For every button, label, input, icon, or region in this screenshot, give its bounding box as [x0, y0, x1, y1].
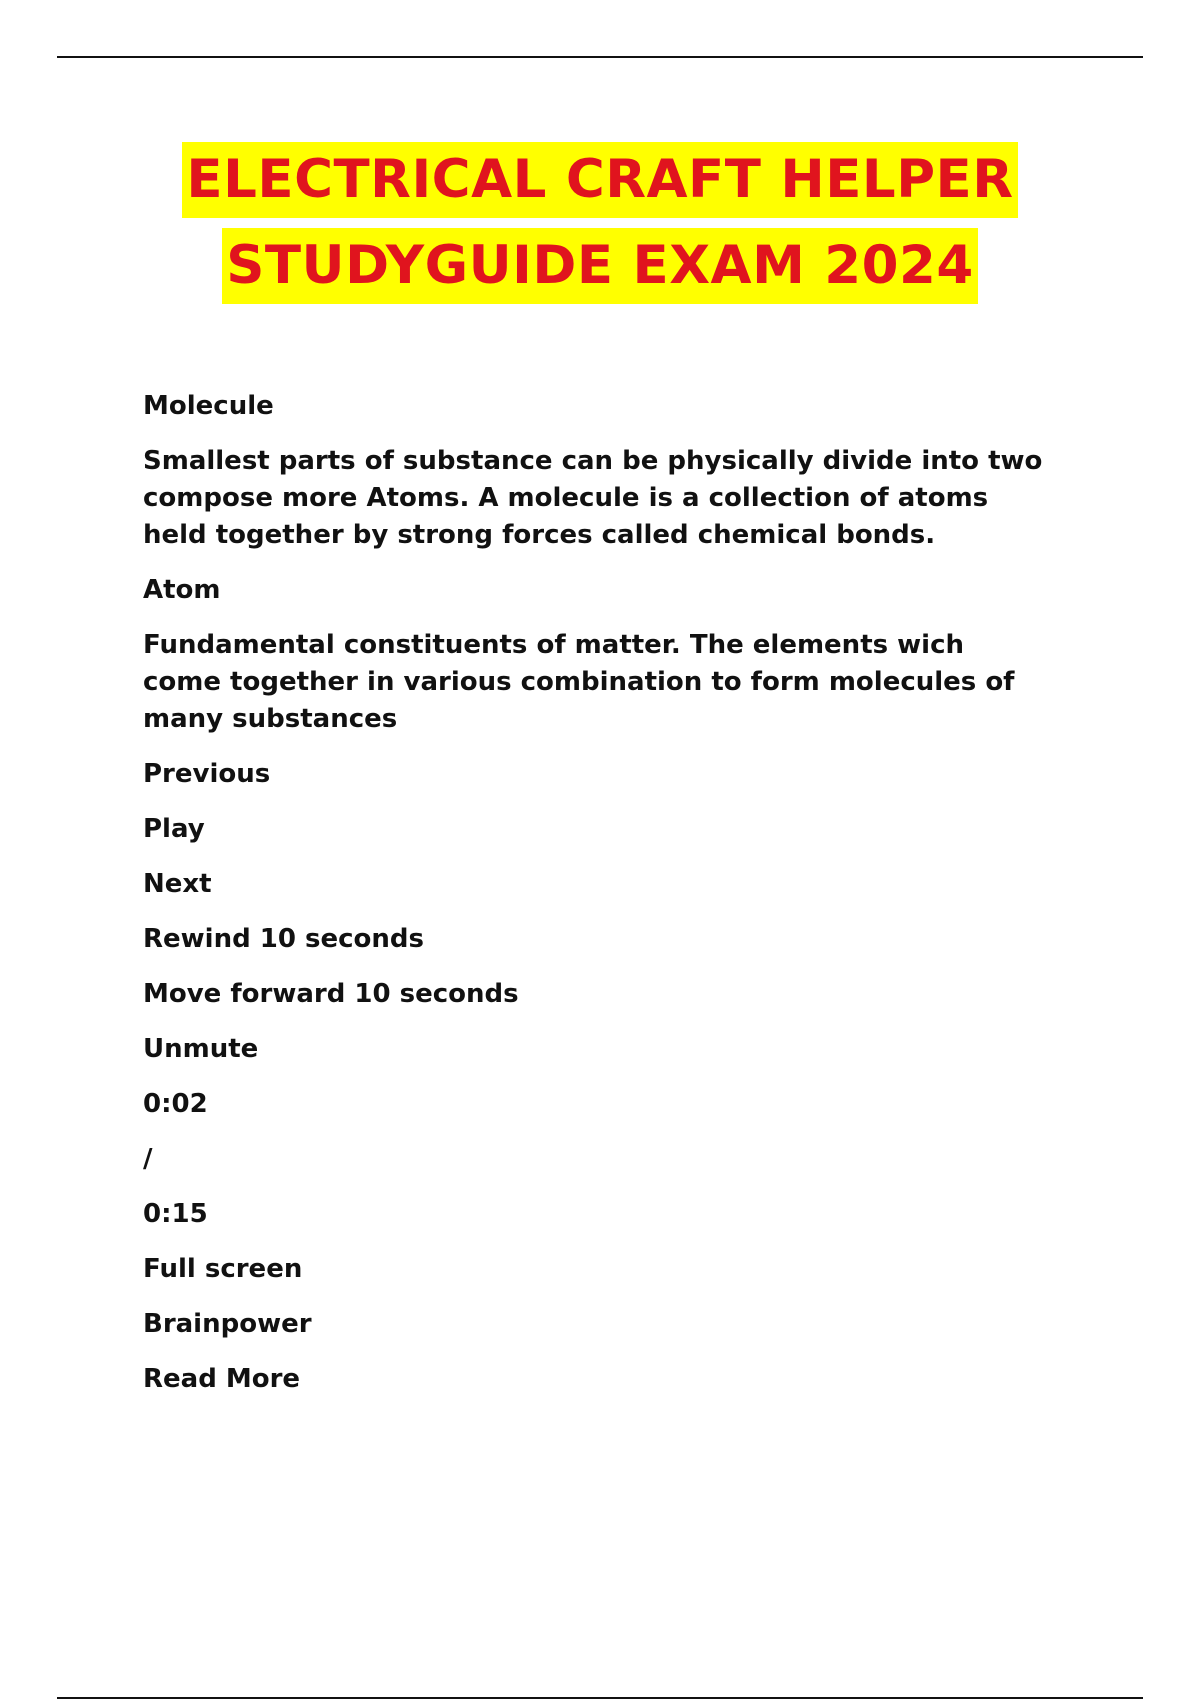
full-screen-text: Full screen	[143, 1254, 303, 1284]
definition-molecule: Smallest parts of substance can be physically divide into two compose more Atoms. A molecule is a collection of atoms held together by strong forces called chemical bonds.	[143, 446, 1043, 550]
forward-text: Move forward 10 seconds	[143, 979, 519, 1009]
bottom-divider	[57, 1697, 1143, 1699]
title-line-2: STUDYGUIDE EXAM 2024	[222, 228, 978, 304]
play-text: Play	[143, 814, 205, 844]
title-line-1: ELECTRICAL CRAFT HELPER	[182, 142, 1017, 218]
duration-text: 0:15	[143, 1199, 208, 1229]
previous-text: Previous	[143, 759, 271, 789]
term-molecule: Molecule	[143, 391, 274, 421]
definition-atom: Fundamental constituents of matter. The elements wich come together in various combination to form molecules of many substances	[143, 630, 1015, 734]
time-separator-text: /	[143, 1144, 153, 1174]
top-divider	[57, 56, 1143, 58]
term-atom: Atom	[143, 575, 221, 605]
rewind-text: Rewind 10 seconds	[143, 924, 424, 954]
next-text: Next	[143, 869, 212, 899]
document-title	[0, 142, 1200, 314]
read-more-text: Read More	[143, 1364, 301, 1394]
brainpower-text: Brainpower	[143, 1309, 312, 1339]
unmute-text: Unmute	[143, 1034, 259, 1064]
document-body	[143, 388, 1043, 1416]
current-time-text: 0:02	[143, 1089, 208, 1119]
